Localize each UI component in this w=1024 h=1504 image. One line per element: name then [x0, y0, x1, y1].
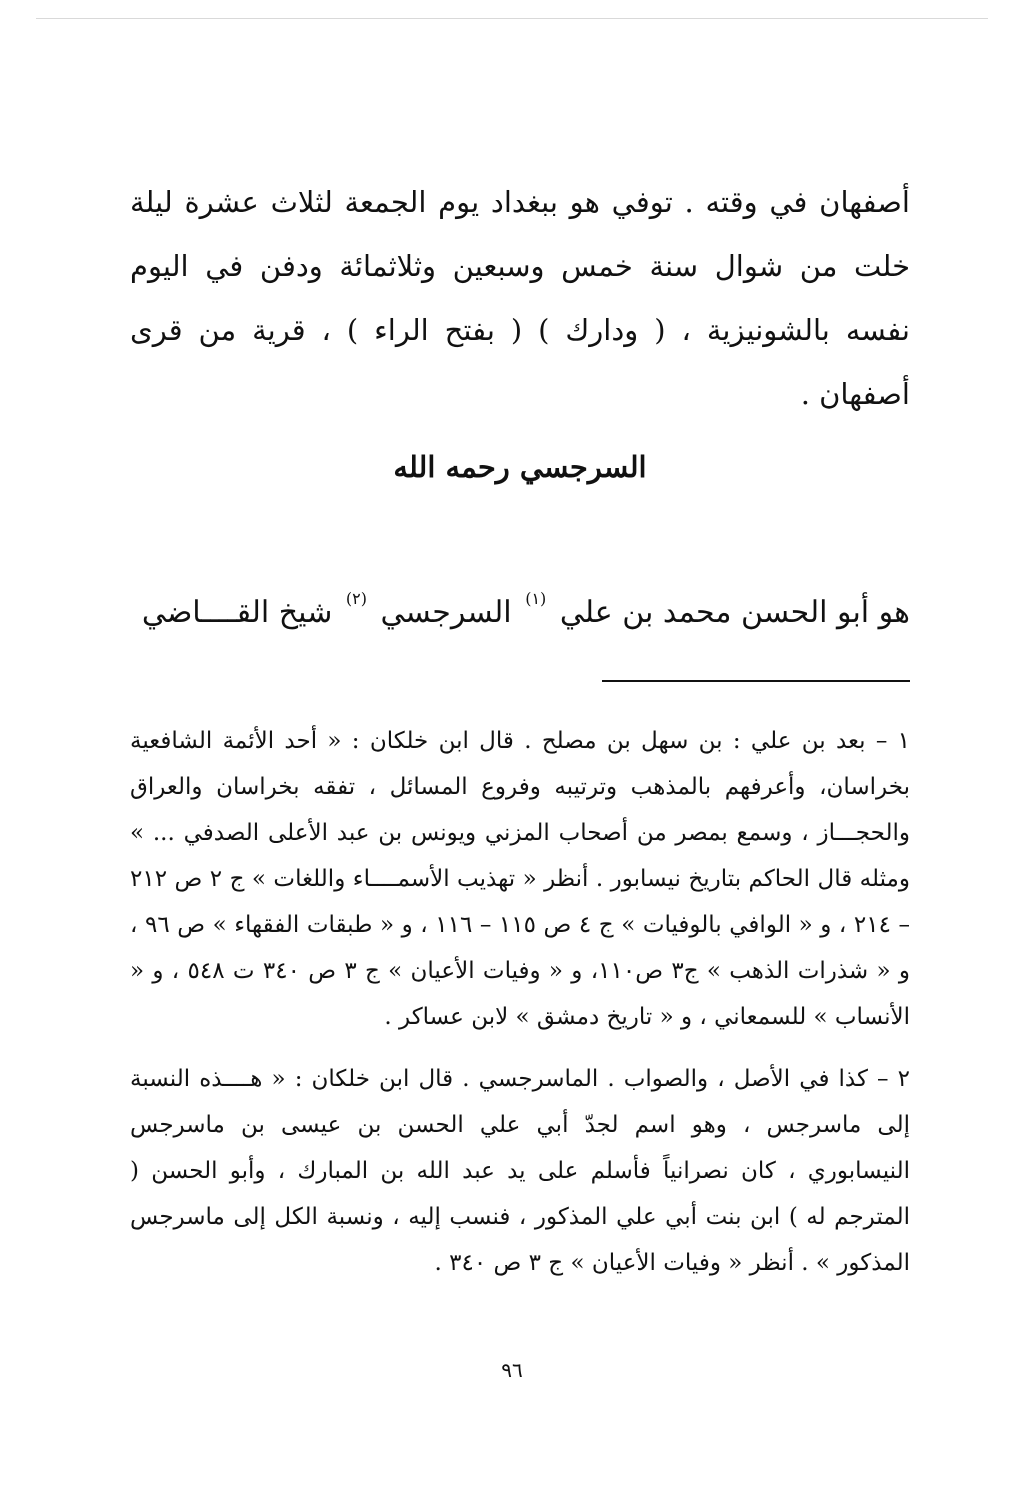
intro-paragraph: أصفهان في وقته . توفي هو ببغداد يوم الجمعة لثلاث عشرة ليلة خلت من شوال سنة خمس وسبعين وثلاثمائة ودفن في اليوم نفسه بالشونيزية ، ( ودارك ) ( بفتح الراء ) ، قرية من قرى أصفهان . — [130, 185, 910, 411]
footnote-1: ١ – بعد بن علي : بن سهل بن مصلح . قال ابن خلكان : « أحد الأئمة الشافعية بخراسان، وأعرفهم بالمذهب وترتيبه وفروع المسائل ، تفقه بخراسان والعراق والحجـــاز ، وسمع بمصر من أصحاب المزني ويونس بن عبد الأعلى الصدفي ... » ومثله قال الحاكم بتاريخ نيسابور . أنظر « تهذيب الأسمــــاء واللغات » ج ٢ ص ٢١٢ – ٢١٤ ، و « الوافي بالوفيات » ج ٤ ص ١١٥ – ١١٦ ، و « طبقات الفقهاء » ص ٩٦ ، و « شذرات الذهب » ج٣ ص١١٠، و « وفيات الأعيان » ج ٣ ص ٣٤٠ ت ٥٤٨ ، و « الأنساب » للسمعاني ، و « تاريخ دمشق » لابن عساكر . — [130, 728, 911, 1030]
footnote-ref-2: (٢) — [345, 589, 367, 608]
top-border-line — [36, 18, 988, 19]
page-number: ٩٦ — [501, 1358, 523, 1382]
biography-line — [141, 574, 910, 638]
bio-text-end: شيخ القــــاضي — [141, 595, 333, 630]
section-title: السرجسي رحمه الله — [393, 450, 647, 484]
book-page — [130, 170, 911, 1276]
footnote-separator — [602, 680, 910, 682]
bio-text-middle: السرجسي — [380, 595, 512, 630]
footnotes-section — [130, 718, 910, 1302]
footnote-2: ٢ – كذا في الأصل ، والصواب . الماسرجسي . قال ابن خلكان : « هــــذه النسبة إلى ماسرجس ، وهو اسم لجدّ أبي علي الحسن بن عيسى بن ماسرجس النيسابوري ، كان نصرانياً فأسلم على يد عبد الله بن المبارك ، وأبو الحسن ( المترجم له ) ابن بنت أبي علي المذكور ، فنسب إليه ، ونسبة الكل إلى ماسرجس المذكور » . أنظر « وفيات الأعيان » ج ٣ ص ٣٤٠ . — [130, 1066, 910, 1276]
footnote-ref-1: (١) — [525, 589, 547, 608]
bio-text-start: هو أبو الحسن محمد بن علي — [559, 595, 910, 630]
